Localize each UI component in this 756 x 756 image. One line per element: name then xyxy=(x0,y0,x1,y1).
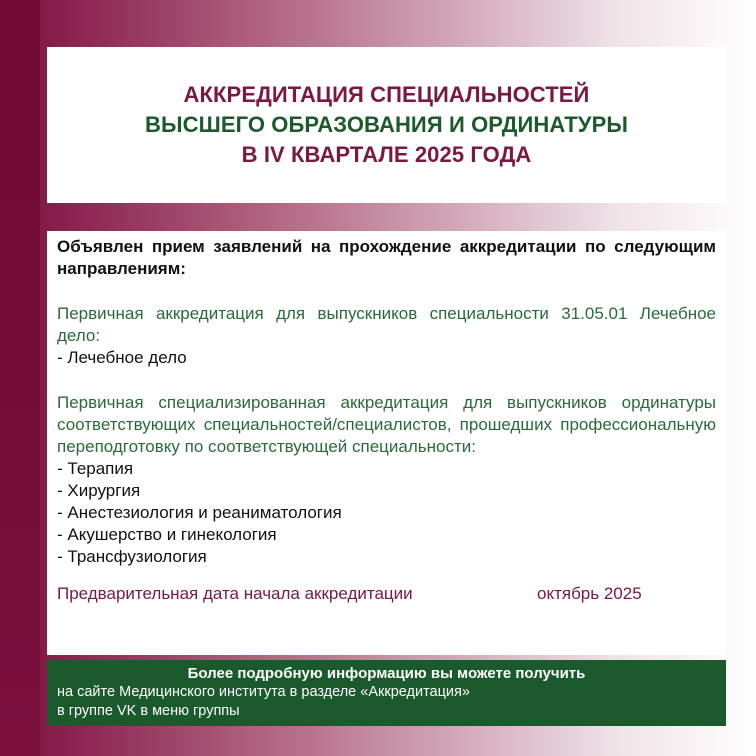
preliminary-date-row xyxy=(57,583,716,605)
list-item: - Анестезиология и реаниматология xyxy=(57,503,342,522)
preliminary-date-label: Предварительная дата начала аккредитации xyxy=(57,584,413,603)
announcement-panel xyxy=(47,231,726,655)
footer-heading: Более подробную информацию вы можете получить xyxy=(187,665,586,682)
list-item: - Терапия xyxy=(57,459,134,478)
preliminary-date-value: октябрь 2025 xyxy=(537,584,642,603)
footer-line-vk: в группе VK в меню группы xyxy=(57,703,240,719)
specialized-specialty-list xyxy=(57,458,716,568)
title-line-1: АККРЕДИТАЦИЯ СПЕЦИАЛЬНОСТЕЙ xyxy=(183,82,590,107)
title-line-3: В IV КВАРТАЛЕ 2025 ГОДА xyxy=(241,142,532,167)
list-item: - Трансфузиология xyxy=(57,547,207,566)
primary-specialty-list xyxy=(57,347,716,369)
title-panel xyxy=(47,47,726,203)
background-edge-strip xyxy=(0,0,40,756)
specialized-accreditation-text: Первичная специализированная аккредитация для выпускников ординатуры соответствующих специальностей/специалистов, прошедших профессиональную переподготовку по соответствующей специальности: xyxy=(57,393,716,456)
list-item: - Акушерство и гинекология xyxy=(57,525,277,544)
lead-text: Объявлен прием заявлений на прохождение аккредитации по следующим направлениям: xyxy=(57,237,716,278)
primary-accreditation-text: Первичная аккредитация для выпускников специальности 31.05.01 Лечебное дело: xyxy=(57,304,716,345)
info-footer xyxy=(47,660,726,726)
title-line-2: ВЫСШЕГО ОБРАЗОВАНИЯ И ОРДИНАТУРЫ xyxy=(145,112,628,137)
list-item: - Хирургия xyxy=(57,481,141,500)
announcement-body xyxy=(57,236,716,568)
list-item: - Лечебное дело xyxy=(57,348,187,367)
footer-line-website: на сайте Медицинского института в разделе «Аккредитация» xyxy=(57,684,470,700)
